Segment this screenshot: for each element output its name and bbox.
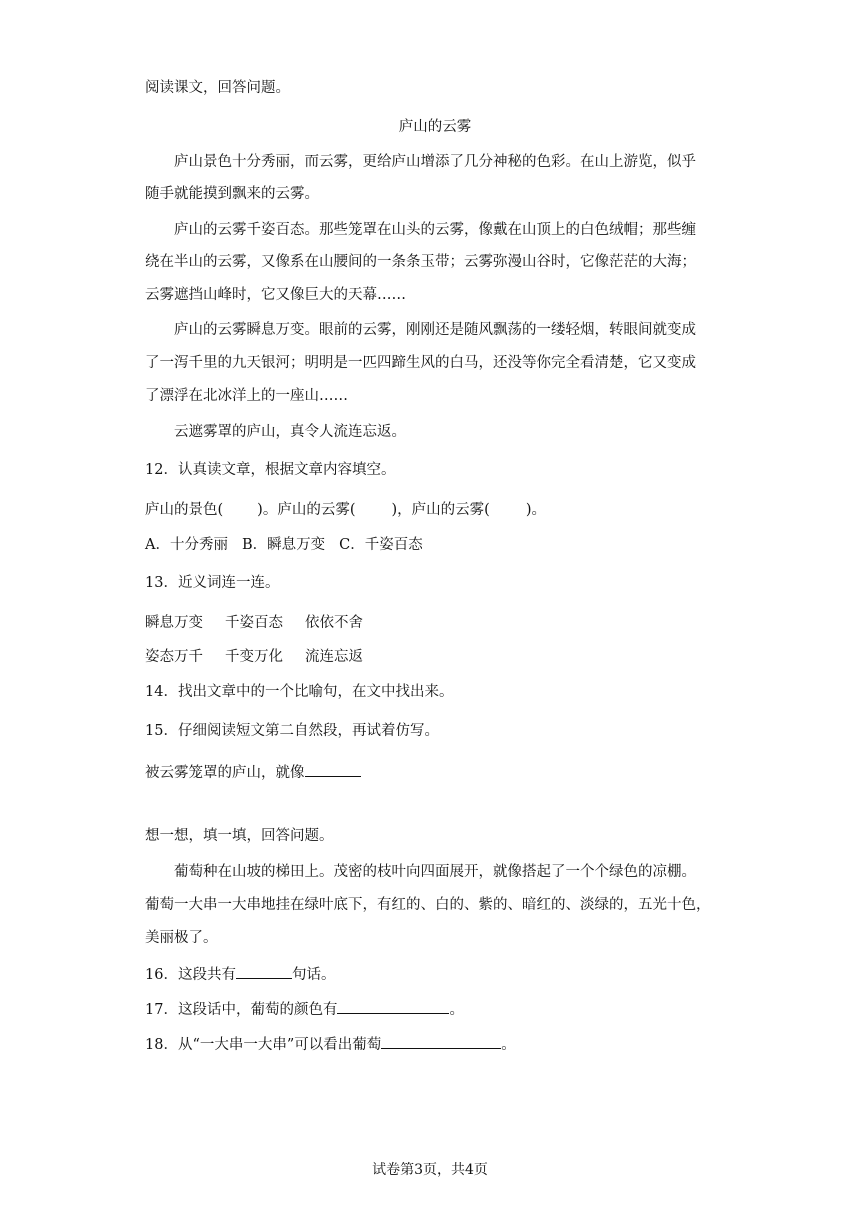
question-12-fill xyxy=(145,500,546,520)
question-16 xyxy=(145,963,335,985)
question-18 xyxy=(145,1033,516,1055)
q16-before: 16．这段共有 xyxy=(145,967,236,983)
grape-para-line2: 葡萄一大串一大串地挂在绿叶底下，有红的、白的、紫的、暗红的、淡绿的，五光十色， xyxy=(145,897,711,913)
q13-word-5[interactable]: 千变万化 xyxy=(225,649,283,665)
q12-options xyxy=(145,535,423,555)
passage-title: 庐山的云雾 xyxy=(398,119,472,135)
passage-para1-line1: 庐山景色十分秀丽，而云雾，更给庐山增添了几分神秘的色彩。在山上游览，似乎 xyxy=(174,154,696,170)
passage-para2-line2: 绕在半山的云雾，又像系在山腰间的一条条玉带；云雾弥漫山谷时，它像茫茫的大海； xyxy=(145,254,696,270)
passage-para3-line1: 庐山的云雾瞬息万变。眼前的云雾，刚刚还是随风飘荡的一缕轻烟，转眼间就变成 xyxy=(174,322,696,338)
q13-word-4[interactable]: 姿态万千 xyxy=(145,649,203,665)
question-13: 13．近义词连一连。 xyxy=(145,575,280,591)
q17-after: 。 xyxy=(449,1002,464,1018)
q15-prompt xyxy=(145,761,361,783)
q18-after: 。 xyxy=(501,1037,516,1053)
page-footer: 试卷第3页，共4页 xyxy=(372,1162,488,1178)
q12-option-a[interactable]: A．十分秀丽 xyxy=(145,537,228,553)
q13-word-1[interactable]: 瞬息万变 xyxy=(145,615,203,631)
q13-word-3[interactable]: 依依不舍 xyxy=(305,615,363,631)
q12-part1: 庐山的景色( xyxy=(145,502,224,518)
q17-before: 17．这段话中，葡萄的颜色有 xyxy=(145,1002,338,1018)
q15-answer-blank[interactable] xyxy=(305,761,361,777)
q18-before: 18．从“一大串一大串”可以看出葡萄 xyxy=(145,1037,382,1053)
passage-para3-line3: 了漂浮在北冰洋上的一座山…… xyxy=(145,388,348,404)
passage-para1-line2: 随手就能摸到飘来的云雾。 xyxy=(145,186,319,202)
q15-prompt-text: 被云雾笼罩的庐山，就像 xyxy=(145,765,305,781)
q13-row2 xyxy=(145,647,363,667)
q12-option-b[interactable]: B．瞬息万变 xyxy=(241,537,326,553)
q16-answer-blank[interactable] xyxy=(236,963,292,979)
q13-word-2[interactable]: 千姿百态 xyxy=(225,615,283,631)
q17-answer-blank[interactable] xyxy=(337,998,449,1014)
question-17 xyxy=(145,998,464,1020)
q12-option-c[interactable]: C．千姿百态 xyxy=(339,537,423,553)
q12-part4: )。 xyxy=(525,502,546,518)
q13-row1 xyxy=(145,613,363,633)
question-12: 12．认真读文章，根据文章内容填空。 xyxy=(145,462,396,478)
passage-para2-line3: 云雾遮挡山峰时，它又像巨大的天幕…… xyxy=(145,287,406,303)
q12-part3: )，庐山的云雾( xyxy=(391,502,490,518)
section2-instruction: 想一想，填一填，回答问题。 xyxy=(145,828,334,844)
q12-part2: )。庐山的云雾( xyxy=(257,502,356,518)
grape-para-line3: 美丽极了。 xyxy=(145,930,218,946)
q13-word-6[interactable]: 流连忘返 xyxy=(305,649,363,665)
passage-para2-line1: 庐山的云雾千姿百态。那些笼罩在山头的云雾，像戴在山顶上的白色绒帽；那些缠 xyxy=(174,222,696,238)
passage-para3-line2: 了一泻千里的九天银河；明明是一匹四蹄生风的白马，还没等你完全看清楚，它又变成 xyxy=(145,355,696,371)
question-15: 15．仔细阅读短文第二自然段，再试着仿写。 xyxy=(145,723,439,739)
q16-after: 句话。 xyxy=(291,967,336,983)
passage-para4-line1: 云遮雾罩的庐山，真令人流连忘返。 xyxy=(174,424,406,440)
section1-instruction: 阅读课文，回答问题。 xyxy=(145,80,290,96)
grape-para-line1: 葡萄种在山坡的梯田上。茂密的枝叶向四面展开，就像搭起了一个个绿色的凉棚。 xyxy=(174,864,696,880)
question-14: 14．找出文章中的一个比喻句，在文中找出来。 xyxy=(145,684,454,700)
q18-answer-blank[interactable] xyxy=(381,1033,501,1049)
